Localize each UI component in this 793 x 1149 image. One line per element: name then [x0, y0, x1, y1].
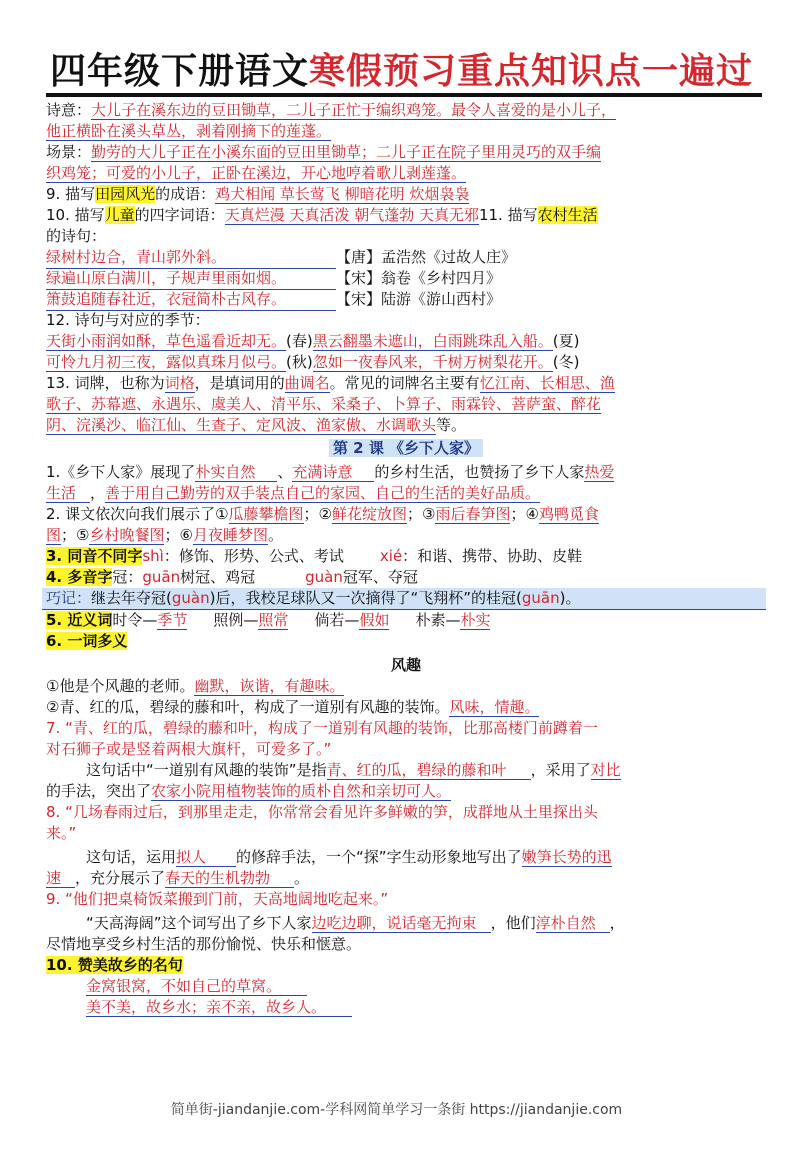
text: ；④: [510, 505, 539, 523]
text: 的修辞手法，一个“探”字生动形象地写出了: [236, 848, 522, 866]
season: (春): [286, 332, 313, 350]
answer: 风味，情趣。: [449, 698, 540, 716]
answer: 忽如一夜春风来，千树万树梨花开。: [312, 353, 553, 371]
pinyin: xié: [379, 547, 403, 565]
line: [46, 226, 766, 247]
answer: 照常: [258, 611, 289, 629]
text: 朴素—: [415, 611, 461, 629]
line-scene: [46, 142, 766, 163]
text: 10. 描写: [46, 206, 105, 224]
answer: 速: [46, 869, 75, 888]
text: ；⑤: [61, 526, 90, 544]
line-l2q10: [46, 955, 766, 976]
quote: 7. “青、红的瓜，碧绿的藤和叶，构成了一道别有风趣的装饰，比那高楼门前蹲着一: [46, 719, 598, 737]
text: 的诗句：: [46, 227, 107, 245]
line: [46, 394, 766, 415]
line: [46, 676, 766, 697]
answer: 阴、浣溪沙、临江仙、生查子、定风波、渔家傲、水调歌头: [46, 416, 437, 434]
line-l2q8: [46, 802, 766, 823]
answer: 他正横卧在溪头草丛，剥着刚摘下的莲蓬。: [46, 122, 332, 140]
answer: 美不美，故乡水；亲不亲，故乡人。: [86, 998, 352, 1017]
answer: 鸡犬相闻 草长莺飞 柳暗花明 炊烟袅袅: [215, 185, 470, 203]
answer: 织鸡笼；可爱的小儿子，正卧在溪边，开心地哼着歌儿剥莲蓬。: [46, 164, 467, 182]
subheading: 风趣: [390, 656, 421, 674]
line-l2q2: [46, 504, 766, 525]
text: ①他是个风趣的老师。: [46, 677, 195, 695]
answer: 绿遍山原白满川，子规声里雨如烟。: [46, 268, 336, 290]
line-l2q5: [46, 610, 766, 631]
text: ，采用了: [530, 761, 591, 779]
line: [46, 121, 766, 142]
answer: 季节: [157, 611, 188, 629]
title-grade: 四年级下册语文: [50, 50, 310, 92]
answer: 边吃边聊，说话毫无拘束: [312, 914, 491, 933]
text: ，: [609, 914, 625, 932]
line-l2q1: [46, 462, 766, 483]
text: 树冠、鸡冠: [180, 568, 256, 586]
line-poem: [46, 268, 766, 289]
text: 时令—: [112, 611, 158, 629]
text: 尽情地享受乡村生活的那份愉悦、快乐和惬意。: [46, 935, 362, 953]
label: 诗意：: [46, 101, 92, 119]
text: ：和谐、携带、协助、皮鞋: [402, 547, 583, 565]
text: 的乡村生活，也赞扬了乡下人家: [374, 463, 585, 481]
answer: 忆江南、长相思、渔: [479, 374, 615, 392]
answer: 绿树村边合，青山郭外斜。: [46, 247, 336, 269]
line: [46, 934, 766, 955]
text: 这句话中“一道别有风趣的装饰”是指: [86, 761, 327, 779]
line-poem: [46, 247, 766, 268]
content-body: [46, 100, 766, 1018]
text: 的四字词语：: [134, 206, 225, 224]
page-footer: 简单街-jiandanjie.com-学科网简单学习一条街 https://jiandanjie.com: [170, 1102, 623, 1118]
answer: 可怜九月初三夜，露似真珠月似弓。: [46, 353, 287, 371]
line: [46, 823, 766, 844]
line: [46, 976, 766, 997]
text: ：修饰、形势、公式、考试: [163, 547, 344, 565]
answer: 月夜睡梦图: [192, 526, 268, 544]
line: [46, 415, 766, 436]
answer: 嫩笋长势的迅: [521, 848, 612, 866]
text: 1.《乡下人家》展现了: [46, 463, 196, 481]
text: 的手法，突出了: [46, 782, 152, 800]
line-l2q3: [46, 546, 766, 567]
line-q13: [46, 373, 766, 394]
line-l2q9: [46, 889, 766, 910]
answer: 朴实: [460, 611, 491, 629]
line: [46, 868, 766, 889]
answer: 假如: [359, 611, 390, 629]
season: (夏): [552, 332, 580, 350]
answer: 箫鼓追随春社近，衣冠简朴古风存。: [46, 289, 336, 311]
pinyin: guàn: [171, 589, 210, 607]
text: 等。: [436, 416, 467, 434]
answer: 金窝银窝，不如自己的草窝。: [86, 977, 307, 996]
answer: 农家小院用植物装饰的质朴自然和亲切可人。: [151, 782, 452, 800]
poem-source: 【宋】翁卷《乡村四月》: [336, 269, 502, 287]
line: [46, 781, 766, 802]
answer: 鸡鸭觅食: [538, 505, 599, 523]
answer: 图: [46, 526, 62, 544]
answer: 黑云翻墨未遮山，白雨跳珠乱入船。: [312, 332, 553, 350]
answer: 善于用自己勤劳的双手装点自己的家园、自己的生活的美好品质。: [105, 484, 541, 502]
line-l2q6: [46, 631, 766, 652]
line-q9: [46, 184, 766, 205]
text: 冠军、夺冠: [342, 568, 418, 586]
answer: 雨后春笋图: [435, 505, 511, 523]
text: “天高海阔”这个词写出了乡下人家: [86, 914, 312, 932]
line: [46, 525, 766, 546]
line-poem-meaning: [46, 100, 766, 121]
line-season: [46, 352, 766, 373]
line: [46, 739, 766, 760]
answer: 春天的生机勃勃: [165, 869, 294, 888]
highlight: 田园风光: [95, 185, 156, 203]
text: ，充分展示了: [75, 869, 166, 887]
line-q12: [46, 310, 766, 331]
answer: 天街小雨润如酥，草色遥看近却无。: [46, 332, 287, 350]
text: 倘若—: [314, 611, 360, 629]
text: 冠：: [112, 568, 143, 586]
text: )。: [559, 589, 581, 607]
title-topic: 寒假预习重点知识点一遍过: [309, 50, 754, 92]
answer: 乡村晚餐图: [89, 526, 165, 544]
subheading-fengqu: [46, 655, 766, 676]
line: [46, 163, 766, 184]
line: [46, 847, 766, 868]
text: )后，我校足球队又一次摘得了“飞翔杯”的桂冠(: [209, 589, 522, 607]
highlight: 儿童: [104, 206, 135, 224]
highlight: 10. 赞美故乡的名句: [46, 956, 183, 974]
highlight: 5. 近义词: [46, 611, 113, 629]
quote: 对石狮子或是竖着两根大旗杆，可爱多了。”: [46, 740, 332, 758]
quote: 来。”: [46, 824, 77, 842]
highlight: 6. 一词多义: [46, 632, 128, 650]
text: 。: [294, 869, 310, 887]
text: 9. 描写: [46, 185, 96, 203]
answer: 天真烂漫 天真活泼 朝气蓬勃 天真无邪: [224, 206, 479, 224]
answer: 幽默，诙谐，有趣味。: [194, 677, 345, 695]
line: [46, 483, 766, 504]
pinyin: guān: [142, 568, 181, 586]
label: 场景：: [46, 143, 92, 161]
line-mnemonic: [42, 588, 766, 610]
text: ，: [90, 484, 106, 502]
answer: 青、红的瓜，碧绿的藤和叶: [327, 761, 531, 780]
line: [46, 997, 766, 1018]
text: 。: [267, 526, 283, 544]
line: [46, 697, 766, 718]
answer: 词格: [164, 374, 195, 392]
answer: 朴实自然: [195, 463, 277, 482]
text: ，是填词用的: [194, 374, 285, 392]
answer: 热爱: [584, 463, 615, 481]
line: [46, 913, 766, 934]
text: 照例—: [213, 611, 259, 629]
label: 巧记：: [46, 589, 92, 607]
title-underline: [46, 93, 762, 97]
text: ；③: [407, 505, 436, 523]
line-l2q7: [46, 718, 766, 739]
answer: 大儿子在溪东边的豆田锄草，二儿子正忙于编织鸡笼。最令人喜爱的是小儿子，: [91, 101, 617, 119]
text: ②青、红的瓜，碧绿的藤和叶，构成了一道别有风趣的装饰。: [46, 698, 450, 716]
section-title: 第 2 课 《乡下人家》: [329, 439, 483, 457]
poem-source: 【宋】陆游《游山西村》: [336, 290, 502, 308]
season: (冬): [552, 353, 580, 371]
answer: 曲调名: [284, 374, 330, 392]
text: 12. 诗句与对应的季节：: [46, 311, 210, 329]
highlight: 3. 同音不同字: [46, 547, 143, 565]
text: 13. 词牌，也称为: [46, 374, 165, 392]
answer: 瓜藤攀檐图: [228, 505, 304, 523]
pinyin: guān: [521, 589, 560, 607]
text: ，他们: [490, 914, 536, 932]
season: (秋): [286, 353, 313, 371]
text: 、: [277, 463, 293, 481]
answer: 生活: [46, 484, 90, 503]
answer: 充满诗意: [292, 463, 374, 482]
answer: 淳朴自然: [536, 914, 610, 933]
line-poem: [46, 289, 766, 310]
pinyin: shì: [142, 547, 164, 565]
text: 继去年夺冠(: [91, 589, 172, 607]
quote: 9. “他们把桌椅饭菜搬到门前，天高地阔地吃起来。”: [46, 890, 389, 908]
quote: 8. “几场春雨过后，到那里走走，你常常会看见许多鲜嫩的笋，成群地从土里探出头: [46, 803, 598, 821]
text: ；②: [303, 505, 332, 523]
page-title: [50, 48, 753, 94]
line-season: [46, 331, 766, 352]
line: [46, 760, 766, 781]
answer: 鲜花绽放图: [332, 505, 408, 523]
pinyin: guàn: [305, 568, 343, 586]
answer: 勤劳的大儿子正在小溪东面的豆田里锄草；二儿子正在院子里用灵巧的双手编: [91, 143, 602, 161]
answer: 对比: [590, 761, 621, 779]
highlight: 农村生活: [537, 206, 598, 224]
text: 的成语：: [155, 185, 216, 203]
text: 。常见的词牌名主要有: [329, 374, 480, 392]
text: 2. 课文依次向我们展示了①: [46, 505, 229, 523]
poem-source: 【唐】孟浩然《过故人庄》: [336, 248, 517, 266]
answer: 拟人: [176, 848, 236, 867]
text: 这句话，运用: [86, 848, 177, 866]
answer: 歌子、苏幕遮、永遇乐、虞美人、清平乐、采桑子、卜算子、雨霖铃、菩萨蛮、醉花: [46, 395, 602, 413]
section-heading-lesson2: [46, 438, 766, 459]
line-l2q4: [46, 567, 766, 588]
text: 11. 描写: [478, 206, 538, 224]
highlight: 4. 多音字: [46, 568, 113, 586]
text: ；⑥: [164, 526, 193, 544]
line-q10: [46, 205, 766, 226]
